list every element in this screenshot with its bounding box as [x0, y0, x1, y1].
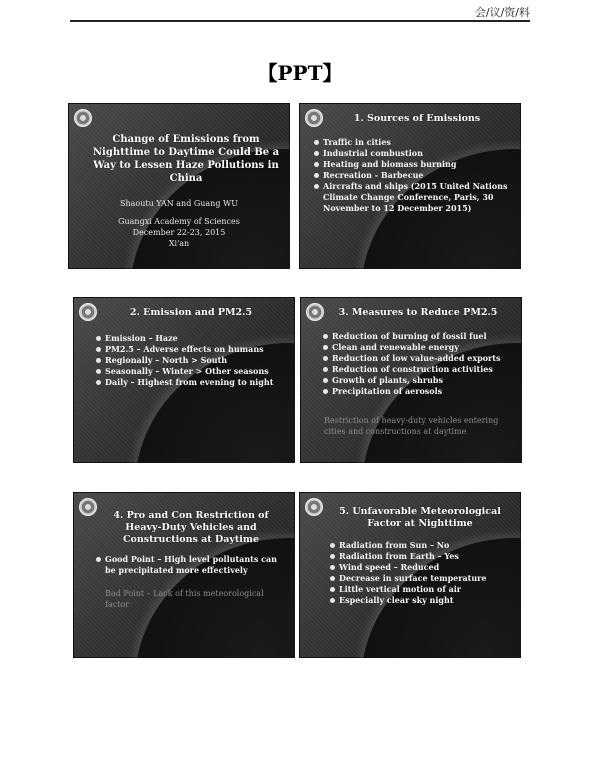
header-rule: [70, 20, 530, 22]
list-item: Good Point – High level pollutants can be precipitated more effectively: [95, 554, 287, 576]
list-item: Industrial combustion: [313, 148, 509, 159]
slide-date: December 22-23, 2015: [132, 228, 226, 237]
slide-bullet-list: [95, 554, 287, 576]
slide-faint-text: Bad Point – Lack of this meteorological factor: [105, 589, 264, 609]
list-item: Regionally – North > South: [95, 355, 287, 366]
list-item: Little vertical motion of air: [329, 584, 513, 595]
slide-unfavorable-meteorological-factor: [299, 492, 521, 658]
academy-emblem-icon: [306, 303, 324, 321]
list-item: Radiation from Sun – No: [329, 540, 513, 551]
slide-org: Guangxi Academy of Sciences: [118, 217, 240, 226]
list-item: Aircrafts and ships (2015 United Nations Climate Change Conference, Paris, 30 November to 12 December 2015): [313, 181, 509, 214]
list-item: Radiation from Earth – Yes: [329, 551, 513, 562]
list-item: Heating and biomass burning: [313, 159, 509, 170]
slide-place: Xi'an: [168, 239, 190, 248]
list-item: Growth of plants, shrubs: [322, 375, 514, 386]
list-item: Daily – Highest from evening to night: [95, 377, 287, 388]
list-item: Reduction of burning of fossil fuel: [322, 331, 514, 342]
list-item: Emission – Haze: [95, 333, 287, 344]
list-item: Reduction of construction activities: [322, 364, 514, 375]
slide-pro-and-con-restriction: [73, 492, 295, 658]
slide-bullet-list: [322, 331, 514, 397]
slide-bullet-list: [95, 333, 287, 388]
academy-emblem-icon: [74, 109, 92, 127]
list-item: Reduction of low value-added exports: [322, 353, 514, 364]
list-item: Wind speed – Reduced: [329, 562, 513, 573]
list-item: Traffic in cities: [313, 137, 509, 148]
slide-measures-to-reduce-pm25: [300, 297, 522, 463]
header-text: 会/议/资/料: [474, 6, 530, 19]
slide-bullet-list: [313, 137, 509, 214]
slide-emission-and-pm25: [73, 297, 295, 463]
slide-authors: Shaoutu YAN and Guang WU: [120, 199, 238, 208]
list-item: PM2.5 – Adverse effects on humans: [95, 344, 287, 355]
list-item: Decrease in surface temperature: [329, 573, 513, 584]
list-item: Especially clear sky night: [329, 595, 513, 606]
page-title: 【PPT】: [257, 61, 343, 85]
academy-emblem-icon: [305, 109, 323, 127]
slide-title: 4. Pro and Con Restriction of Heavy-Duty Vehicles and Constructions at Daytime: [113, 510, 269, 545]
slide-title: Change of Emissions from Nighttime to Daytime Could Be a Way to Lessen Haze Pollutions in China: [92, 134, 280, 184]
academy-emblem-icon: [79, 303, 97, 321]
slide-title: 3. Measures to Reduce PM2.5: [338, 307, 498, 318]
list-item: Recreation - Barbecue: [313, 170, 509, 181]
slide-title: 5. Unfavorable Meteorological Factor at Nighttime: [339, 506, 501, 529]
list-item: Clean and renewable energy: [322, 342, 514, 353]
list-item: Seasonally – Winter > Other seasons: [95, 366, 287, 377]
slide-sources-of-emissions: [299, 103, 521, 269]
slide-bullet-list: [329, 540, 513, 606]
slide-title: 2. Emission and PM2.5: [129, 307, 253, 318]
slide-faint-text: Restriction of heavy-duty vehicles entering cities and constructions at daytime: [324, 416, 499, 436]
academy-emblem-icon: [79, 498, 97, 516]
list-item: Precipitation of aerosols: [322, 386, 514, 397]
slide-title: 1. Sources of Emissions: [353, 113, 481, 124]
slide-1-title: [68, 103, 290, 269]
academy-emblem-icon: [305, 498, 323, 516]
